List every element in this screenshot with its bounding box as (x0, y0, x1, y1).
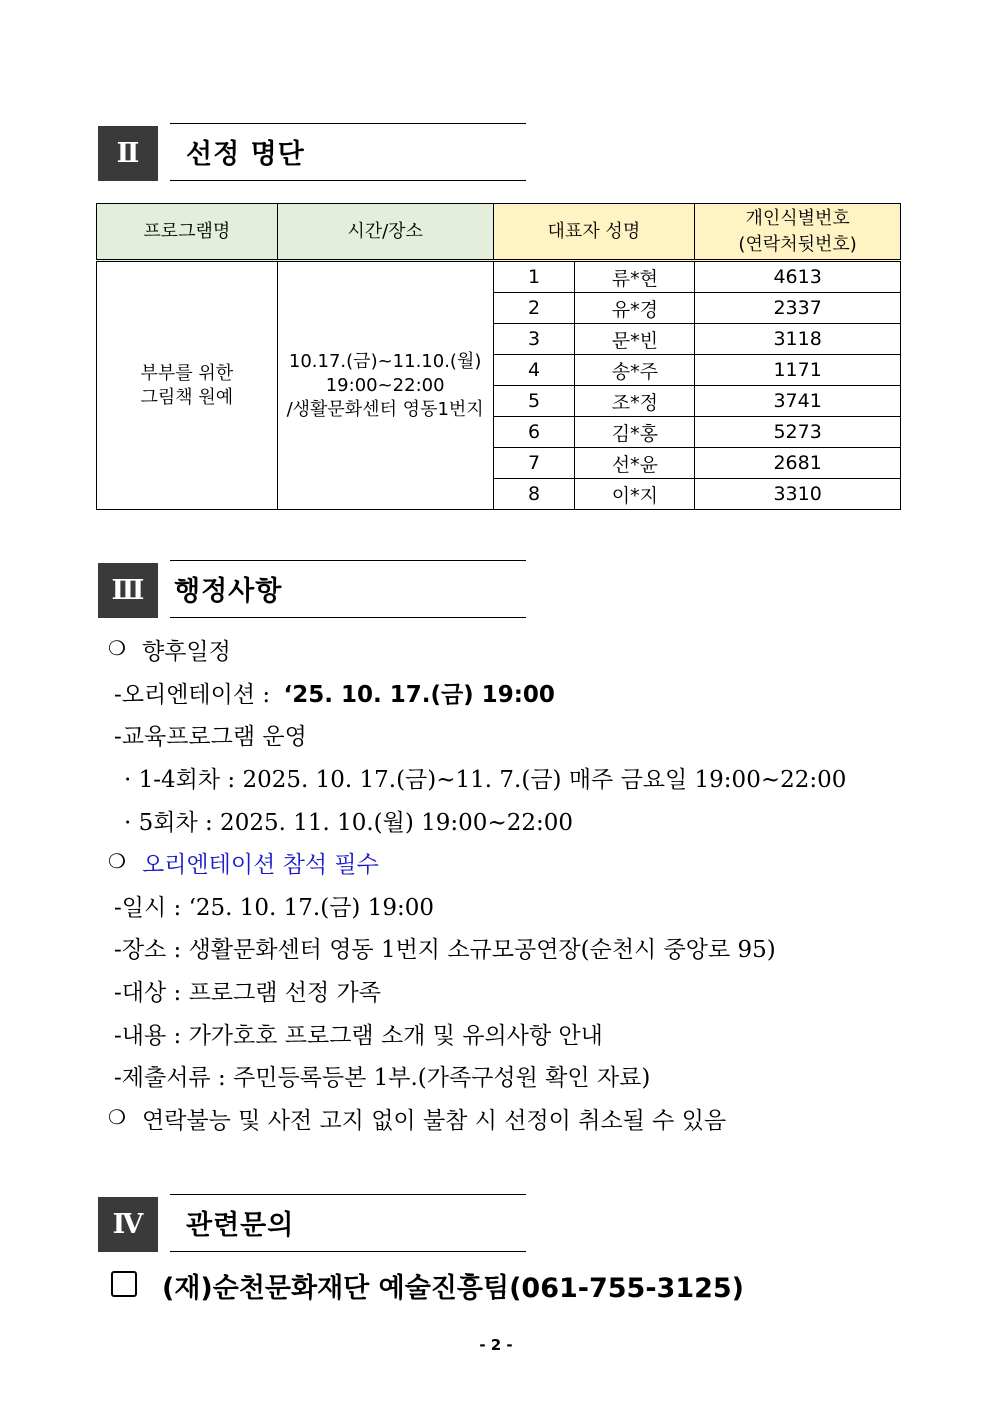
row-id: 1171 (695, 355, 901, 386)
section-number: Ⅳ (98, 1197, 158, 1252)
bullet-icon: ❍ (108, 636, 126, 660)
row-name: 김*홍 (575, 417, 695, 448)
orientation-line (114, 676, 555, 709)
row-id: 3118 (695, 324, 901, 355)
row-number: 4 (493, 355, 575, 386)
row-name: 유*경 (575, 293, 695, 324)
header-program: 프로그램명 (97, 204, 278, 261)
program-name-cell (97, 261, 278, 510)
place-line: -장소 : 생활문화센터 영동 1번지 소규모공연장(순천시 중앙로 95) (114, 937, 776, 963)
session-line: · 1-4회차 : 2025. 10. 17.(금)~11. 7.(금) 매주 금요일 19:00~22:00 (124, 767, 847, 793)
row-name: 조*정 (575, 386, 695, 417)
bullet-icon: ❍ (108, 849, 126, 873)
section-title: 행정사항 (174, 576, 283, 607)
row-number: 2 (493, 293, 575, 324)
row-name: 송*주 (575, 355, 695, 386)
time-place-line: 19:00~22:00 (325, 374, 445, 396)
header-id-line1: 개인식별번호 (745, 207, 850, 229)
time-place-line: /생활문화센터 영동1번지 (286, 398, 484, 420)
selection-table (96, 203, 901, 510)
row-id: 2337 (695, 293, 901, 324)
program-line: 그림책 원예 (140, 386, 234, 408)
checkbox-icon (111, 1271, 137, 1297)
row-number: 8 (493, 479, 575, 510)
section-header-admin (98, 560, 526, 618)
header-id (695, 204, 901, 261)
row-id: 2681 (695, 448, 901, 479)
orientation-date: ‘25. 10. 17.(금) 19:00 (283, 682, 555, 708)
header-representative: 대표자 성명 (493, 204, 695, 261)
target-line: -대상 : 프로그램 선정 가족 (114, 980, 381, 1006)
date-line: -일시 : ‘25. 10. 17.(금) 19:00 (114, 895, 435, 921)
divider (170, 1194, 526, 1195)
table-header-row (97, 204, 901, 261)
divider (170, 560, 526, 561)
divider (170, 180, 526, 181)
row-name: 류*현 (575, 261, 695, 293)
section-header-selection (98, 123, 526, 181)
section-title: 선정 명단 (186, 139, 305, 170)
divider (170, 1251, 526, 1252)
row-number: 7 (493, 448, 575, 479)
page-number: - 2 - (479, 1336, 513, 1354)
required-title: 오리엔테이션 참석 필수 (142, 852, 379, 878)
orientation-label: -오리엔테이션 : (114, 682, 278, 708)
bullet-icon: ❍ (108, 1105, 126, 1129)
cancel-note: 연락불능 및 사전 고지 없이 불참 시 선정이 취소될 수 있음 (142, 1108, 727, 1134)
row-id: 3310 (695, 479, 901, 510)
section-number: Ⅱ (98, 126, 158, 181)
content-line: -내용 : 가가호호 프로그램 소개 및 유의사항 안내 (114, 1023, 603, 1049)
row-name: 문*빈 (575, 324, 695, 355)
program-run-line: -교육프로그램 운영 (114, 724, 307, 750)
divider (170, 617, 526, 618)
row-id: 3741 (695, 386, 901, 417)
table-row (97, 261, 901, 293)
section-header-contact (98, 1194, 526, 1252)
row-name: 이*지 (575, 479, 695, 510)
row-id: 5273 (695, 417, 901, 448)
row-number: 1 (493, 261, 575, 293)
row-number: 5 (493, 386, 575, 417)
header-id-line2: (연락처뒷번호) (738, 233, 857, 255)
docs-line: -제출서류 : 주민등록등본 1부.(가족구성원 확인 자료) (114, 1065, 651, 1091)
program-line: 부부를 위한 (140, 362, 234, 384)
row-number: 3 (493, 324, 575, 355)
row-name: 선*윤 (575, 448, 695, 479)
row-id: 4613 (695, 261, 901, 293)
schedule-title: 향후일정 (142, 639, 231, 665)
row-number: 6 (493, 417, 575, 448)
time-place-cell (277, 261, 493, 510)
section-title: 관련문의 (186, 1210, 295, 1241)
time-place-line: 10.17.(금)~11.10.(월) (288, 350, 482, 372)
divider (170, 123, 526, 124)
section-number: Ⅲ (98, 563, 158, 618)
session-line: · 5회차 : 2025. 11. 10.(월) 19:00~22:00 (124, 810, 573, 836)
header-time-place: 시간/장소 (277, 204, 493, 261)
contact-info: (재)순천문화재단 예술진흥팀(061-755-3125) (162, 1273, 745, 1304)
